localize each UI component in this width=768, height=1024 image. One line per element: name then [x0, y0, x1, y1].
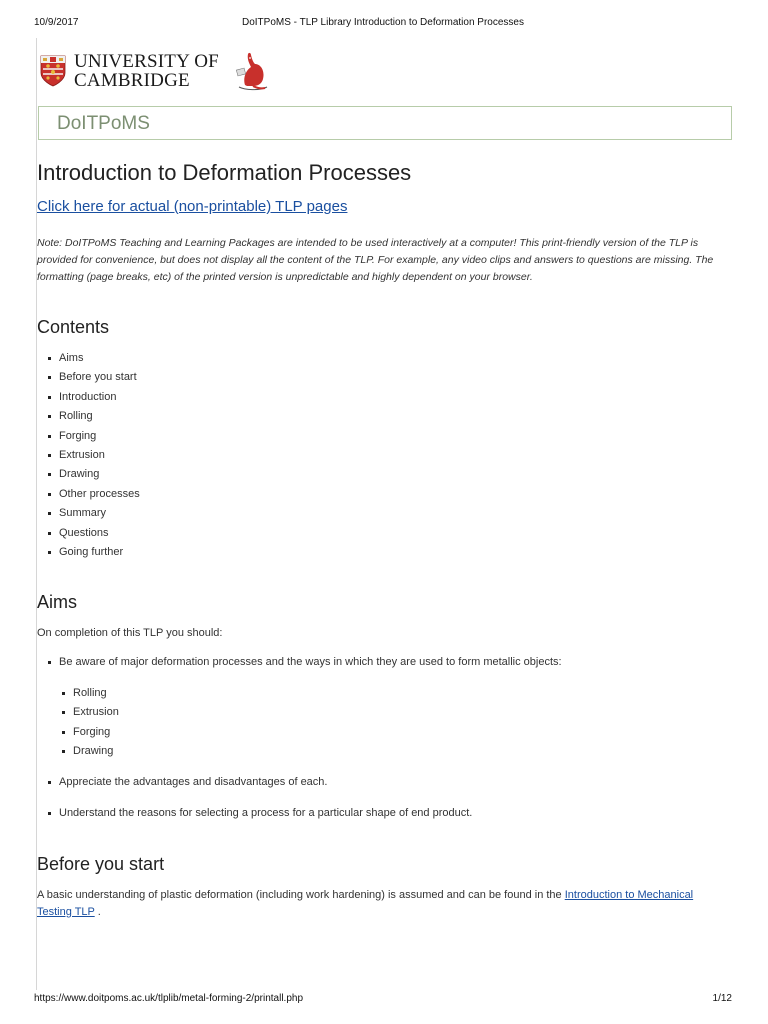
contents-item-questions[interactable]: Questions — [37, 524, 140, 543]
aims-heading: Aims — [37, 592, 77, 612]
contents-heading: Contents — [37, 317, 110, 337]
contents-item-going-further[interactable]: Going further — [37, 543, 140, 562]
non-printable-tlp-link[interactable]: Click here for actual (non-printable) TLP pages — [37, 198, 348, 215]
contents-item-forging[interactable]: Forging — [37, 427, 140, 446]
contents-item-extrusion[interactable]: Extrusion — [37, 446, 140, 465]
print-title: DoITPoMS - TLP Library Introduction to Deformation Processes — [242, 17, 524, 28]
page-title: Introduction to Deformation Processes — [37, 160, 412, 185]
aims-process-list — [51, 684, 119, 762]
site-name[interactable]: DoITPoMS — [57, 113, 150, 134]
university-name-line2: CAMBRIDGE — [74, 70, 190, 91]
before-you-start-heading: Before you start — [37, 854, 165, 874]
print-footer — [34, 993, 732, 1009]
print-header — [34, 17, 732, 33]
university-name — [74, 52, 219, 90]
contents-item-other-processes[interactable]: Other processes — [37, 485, 140, 504]
aims-intro: On completion of this TLP you should: — [37, 627, 223, 639]
mechanical-testing-link-line1: Introduction to Mechanical — [564, 889, 694, 901]
print-url: https://www.doitpoms.ac.uk/tlplib/metal-forming-2/printall.php — [34, 993, 304, 1004]
contents-item-rolling[interactable]: Rolling — [37, 407, 140, 426]
contents-item-introduction[interactable]: Introduction — [37, 388, 140, 407]
contents-item-aims[interactable]: Aims — [37, 349, 140, 368]
university-name-line1: UNIVERSITY OF — [74, 51, 219, 72]
kangaroo-logo-icon — [231, 49, 271, 93]
aims-list-1 — [37, 653, 562, 672]
before-you-start-body: A basic understanding of plastic deformation (including work hardening) is assumed and can be found in the — [37, 889, 565, 901]
site-title-bar — [38, 106, 732, 140]
before-you-start-after-link: . — [94, 906, 101, 918]
aims-point-awareness: Be aware of major deformation processes and the ways in which they are used to form metallic objects: — [37, 653, 562, 672]
aims-subitem-rolling: Rolling — [51, 684, 119, 703]
aims-subitem-drawing: Drawing — [51, 742, 119, 761]
before-you-start-text — [37, 887, 727, 921]
university-branding — [38, 48, 298, 98]
aims-point-advantages: Appreciate the advantages and disadvantages of each. — [37, 773, 327, 792]
aims-subitem-forging: Forging — [51, 723, 119, 742]
print-date: 10/9/2017 — [34, 17, 79, 28]
aims-list-3 — [37, 804, 472, 823]
cambridge-crest-icon — [40, 55, 66, 87]
print-page-number: 1/12 — [712, 993, 732, 1004]
print-note: Note: DoITPoMS Teaching and Learning Packages are intended to be used interactively at a computer! This print-friendly version of the TLP is provided for convenience, but does not display all the content of the TLP. For example, any video clips and answers to questions are missing. The formatting (page breaks, etc) of the printed version is unpredictable and highly dependent on your browser. — [37, 237, 714, 283]
contents-item-summary[interactable]: Summary — [37, 504, 140, 523]
aims-point-selection: Understand the reasons for selecting a process for a particular shape of end product. — [37, 804, 472, 823]
aims-list-2 — [37, 773, 327, 792]
contents-item-drawing[interactable]: Drawing — [37, 465, 140, 484]
contents-list — [37, 349, 140, 562]
aims-subitem-extrusion: Extrusion — [51, 703, 119, 722]
mechanical-testing-link-line2: Testing TLP — [37, 906, 95, 918]
contents-item-before-you-start[interactable]: Before you start — [37, 368, 140, 387]
